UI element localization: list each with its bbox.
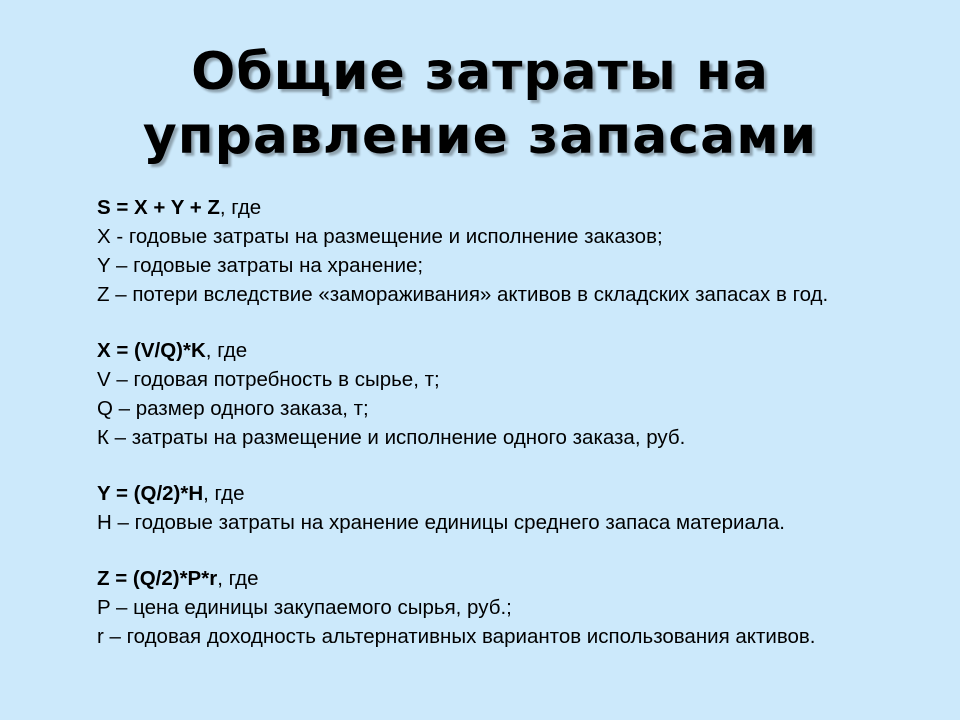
formula-x: X = (V/Q)*K	[97, 339, 206, 362]
definition-h: H – годовые затраты на хранение единицы среднего запаса материала.	[97, 511, 785, 534]
definition-p: P – цена единицы закупаемого сырья, руб.;	[97, 596, 512, 619]
definition-y: Y – годовые затраты на хранение;	[97, 254, 424, 277]
title-line-2: управление запасами	[142, 106, 818, 166]
formula-line-y	[97, 481, 897, 506]
formula-line-x	[97, 338, 897, 363]
definition-q: Q – размер одного заказа, т;	[97, 397, 369, 420]
formula-suffix: , где	[205, 339, 248, 362]
definition-z: Z – потери вследствие «замораживания» активов в складских запасах в год.	[97, 283, 829, 306]
definition-r: r – годовая доходность альтернативных вариантов использования активов.	[97, 625, 816, 648]
definition-x: X - годовые затраты на размещение и исполнение заказов;	[97, 225, 663, 248]
formula-z: Z = (Q/2)*P*r	[97, 567, 218, 590]
formula-line-s	[97, 195, 897, 220]
definition-v: V – годовая потребность в сырье, т;	[97, 368, 440, 391]
definition-k: К – затраты на размещение и исполнение одного заказа, руб.	[97, 426, 686, 449]
slide-content	[97, 195, 897, 653]
formula-line-z	[97, 566, 897, 591]
formula-suffix: , где	[217, 567, 259, 590]
formula-suffix: , где	[219, 196, 262, 219]
formula-suffix: , где	[203, 482, 245, 505]
slide-title	[0, 40, 960, 168]
title-line-1: Общие затраты на	[191, 42, 769, 102]
formula-s: S = X + Y + Z	[97, 196, 220, 219]
formula-y: Y = (Q/2)*H	[97, 482, 204, 505]
